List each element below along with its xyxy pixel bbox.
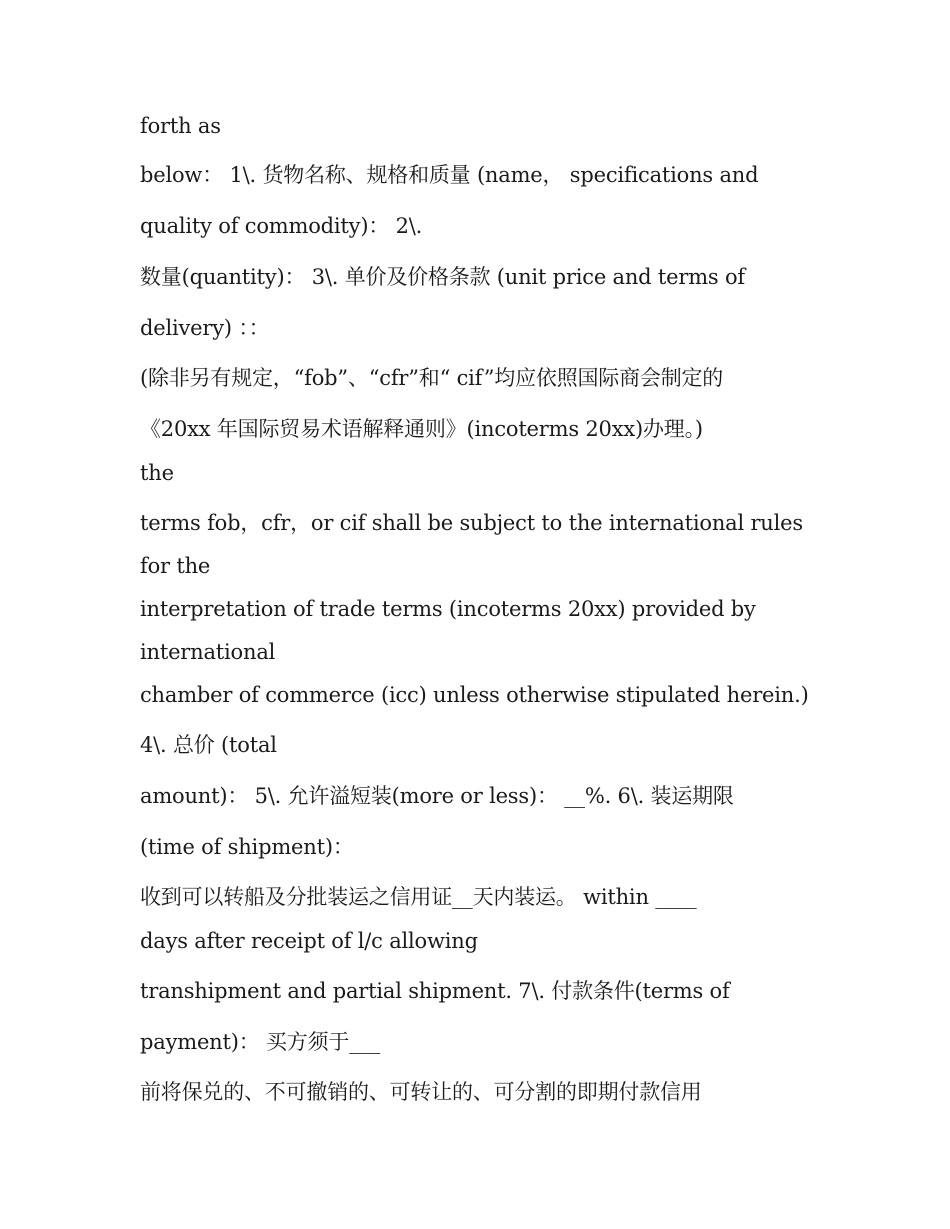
text-line: 收到可以转船及分批装运之信用证__天内装运。 within ____ <box>140 885 697 909</box>
text-line: the <box>140 461 174 485</box>
text-line: for the <box>140 554 211 578</box>
text-line: terms fob，cfr，or cif shall be subject to the international rules <box>140 511 803 535</box>
text-line: interpretation of trade terms (incoterms 20xx) provided by <box>140 597 756 621</box>
text-line: (time of shipment)： <box>140 835 354 859</box>
text-line: chamber of commerce (icc) unless otherwise stipulated herein.) <box>140 683 809 707</box>
text-line: (除非另有规定，“fob”、“cfr”和“ cif”均应依照国际商会制定的 <box>140 366 724 390</box>
text-line: forth as <box>140 114 221 138</box>
text-line: 前将保兑的、不可撤销的、可转让的、可分割的即期付款信用 <box>140 1080 702 1104</box>
text-line: 数量(quantity)： 3\. 单价及价格条款 (unit price and terms of <box>140 265 745 289</box>
text-line: days after receipt of l/c allowing <box>140 929 478 953</box>
text-line: transhipment and partial shipment. 7\. 付款条件(terms of <box>140 979 730 1003</box>
text-line: delivery) ：： <box>140 316 270 340</box>
text-line: payment)： 买方须于___ <box>140 1030 381 1054</box>
text-line: below： 1\. 货物名称、规格和质量 (name， specifications and <box>140 163 759 187</box>
text-line: quality of commodity)： 2\. <box>140 214 423 238</box>
text-line: amount)： 5\. 允许溢短装(more or less)： __%. 6\. 装运期限 <box>140 784 734 808</box>
text-line: international <box>140 640 276 664</box>
text-line: 《20xx 年国际贸易术语解释通则》(incoterms 20xx)办理。) <box>140 417 703 441</box>
text-line: 4\. 总价 (total <box>140 733 277 757</box>
